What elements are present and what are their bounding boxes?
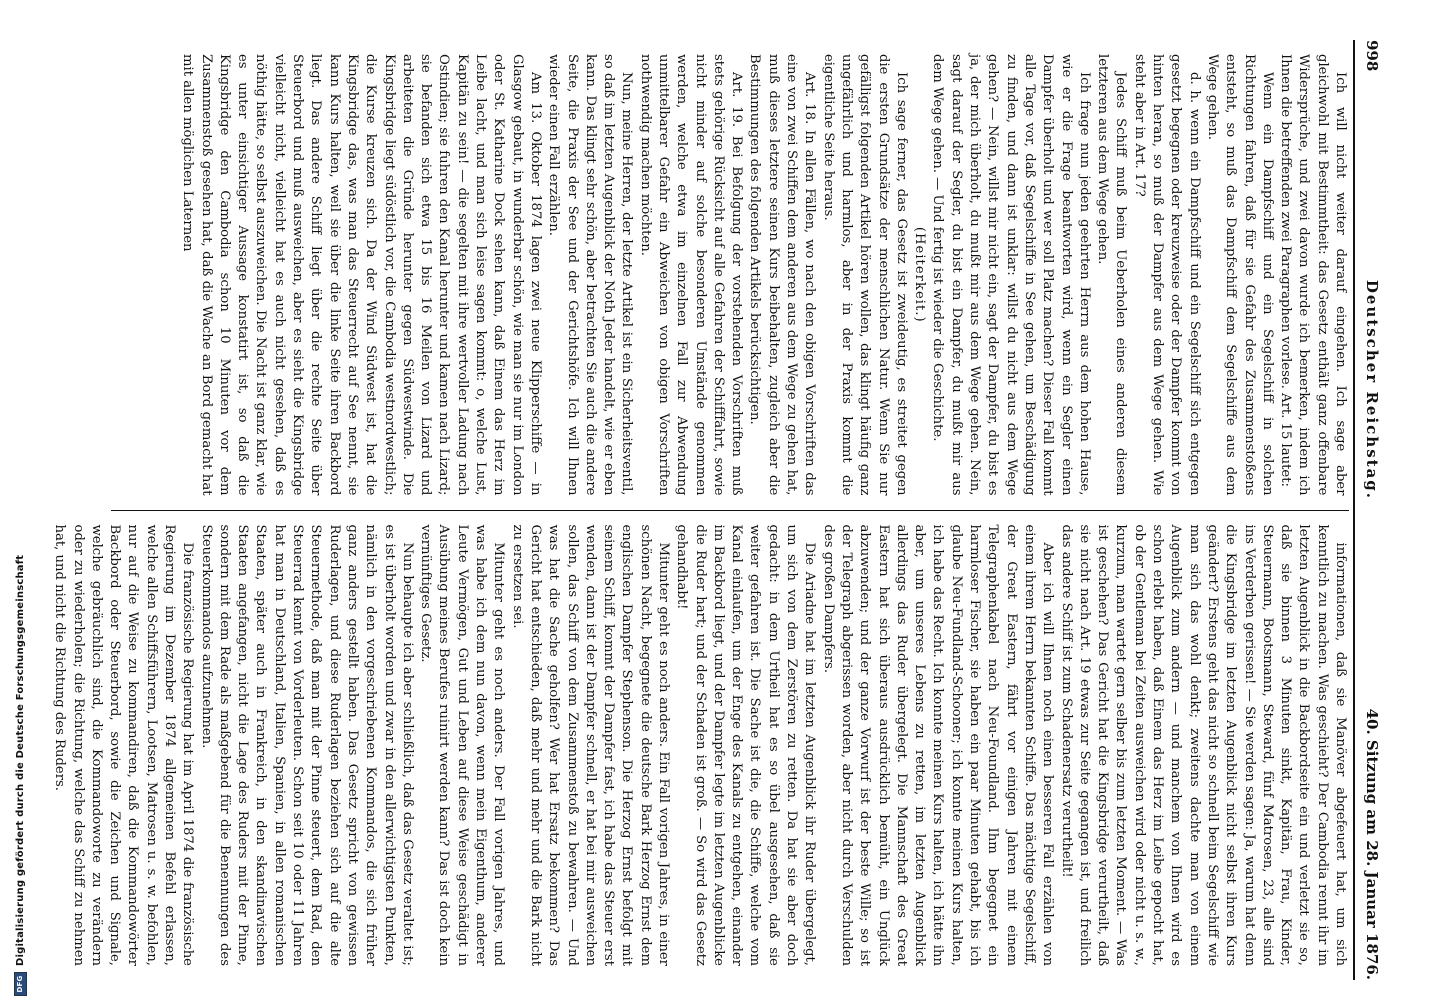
paragraph: Ich will nicht weiter darauf eingehen. Ich sage aber gleichwohl mit Bestimmtheit: das Gesetz enthält ganz offenbare Widersprüche, und zwei davon wurde ich bemerken, indem ich Ihnen die betreffenden zwei Paragraphen vorlese. Art. 15 lautet: (1278, 54, 1348, 496)
paragraph: Die französische Regierung hat im April 1874 die französische Regierung im Dezember 1874 allgemeinen Befehl erlassen, welche allen Schiffsführern, Lootsen, Matrosen u. s. w. befohlen, nur auf die Weise zu kommandiren, daß die Kommandowörter Backbord oder Steuerbord, sowie die Zeichen und Signale, welche gebräuchlich sind, die Kommandoworte zu verändern oder zu wiederholen; die Richtung, welche das Schiff zu nehmen hat, und nicht die Richtung des Ruders. (52, 524, 196, 966)
page-header (1353, 40, 1389, 980)
paragraph: Die Ariadne hat im letzten Augenblick ihr Ruder übergelegt, um sich von dem Zerstören zu retten. Da hat sie aber doch gedacht: in dem Urtheil hat es so übel ausgesehen, daß sie weiter gefahren ist. Die Sache ist die, die Schiffe, welche vom Kanal einlaufen, um der Enge des Kanals zu entgehen, einander im Backbord liegt, und der Dampfer legte im letzten Augenblicke die Ruder hart; und der Schaden ist groß. — So wird das Gesetz gehandhabt! (674, 524, 818, 966)
paragraph: Ich sage ferner, das Gesetz ist zweideutig, es streitet gegen die ersten Grundsätze der menschlichen Natur. Wenn Sie nur gefälligst folgenden Artikel hören wollen, das klingt häufig ganz ungefährlich und harmlos, aber in der Praxis kommt die eigentliche Seite heraus. (820, 54, 909, 496)
dfg-logo-icon: DFG (14, 972, 27, 996)
paragraph: Am 13. Oktober 1874 lagen zwei neue Klipperschiffe — in Glasgow gebaut, in wunderbar schön, wie man sie nur im London oder St. Katharine Dock sehen kann, daß Einem das Herz im Leibe lacht, und man sich leise sagen kommt: o, welche Lust, Kapitän zu sein! — die segelten mit ihre wertvoller Ladung nach Ostindien; sie fuhren den Kanal herunter und kamen nach Lizard; sie befanden sich etwa 15 bis 16 Meilen von Lizard und arbeiteten die Gründe herunter gegen Südwestwinde. Die Kingsbridge liegt südöstlich vor, die Cambodia westnordwestlich; die Kurse kreuzen sich. Da der Wind Südwest ist, hat die Kingsbridge das, was man das Steuerrecht auf See nennt, sie kann Kurs halten, weil sie über die linke Seite ihren Backbord liegt. Das andere Schiff liegt über die rechte Seite über Steuerbord und muß ausweichen, aber es sieht die Kingsbridge vielleicht nicht, vielleicht hat es auch nicht gesehen, daß es nöthig hätte, so selbst auszuweichen. Die Nacht ist ganz klar, wie es unter einsichtiger Aussage konstatirt ist, so daß die Kingsbridge den Cambodia schon 10 Minuten vor dem Zusammenstoß gesehen hat, daß die Wache an Bord gemacht hat mit allen möglichen Laternen (180, 54, 543, 496)
paragraph: informationen, daß sie Manöver abgefeuert hat, um sich kenntlich zu machen. Was geschieht? Der Cambodia rennt ihr im letzten Augenblick in die Backbordseite ein und verletzt sie so, daß sie binnen 3 Minuten sinkt, Kapitän, Frau, Kinder, Steuermann, Bootsmann, Steward, fünf Matrosen, 23, alle sind ins Verderben gerissen! — Sie werden sagen: Ja, warum hat denn die Kingsbridge im letzten Augenblick nicht selbst ihren Kurs geändert? Erstens geht das nicht so schnell beim Segelschiff wie man sich das wohl denkt; zweitens dachte man von einem Augenblick zum andern — und manchem von Ihnen wird es schon erlebt haben, daß Einem das Herz im Leibe gepocht hat, ob der Gentleman bei Zeiten ausweichen wird oder nicht u. s. w., kurzum, man wartet gern selber bis zum letzten Moment. — Was ist geschehen? Das Gericht hat die Kingsbridge verurtheilt, daß sie nicht nach Art. 19 etwas zur Seite gegangen ist, und freilich das andere Schiff ist zum Schadenersatz verurtheilt! (1058, 524, 1348, 966)
paragraph: Mitunter geht es noch anders. Ein Fall vorigen Jahres, in einer schönen Nacht, begegnete die deutsche Bark Herzog Ernst dem englischen Dampfer Stephenson. Die Herzog Ernst befolgt mit seinem Schiff, kommt der Dampfer fast, ich habe das Steuer erst wenden, dann ist der Dampfer schnell, er hat bei mir ausweichen sollen, das Schiff von dem Zusammenstoß zu bewahren. — Und was hat die Sache geholfen? Wer hat Ersatz bekommen? Das Gericht hat entschieden, daß mehr und mehr und die Bark nicht zu ersetzen sei. (509, 524, 672, 966)
paragraph: Mitunter geht es noch anders. Der Fall vorigen Jahres, und was habe ich dem nun davon, wenn mein Eigenthum, anderer Leute Vermögen, Gut und Leben auf diese Weise geschädigt in Ausübung meines Berufes ruinirt werden kann? Das ist doch kein vernünftiges Gesetz. (418, 524, 507, 966)
digitization-credit (14, 555, 27, 996)
paragraph: Art. 19. Bei Befolgung der vorstehenden Vorschriften muß stets gehörige Rücksicht auf alle Gefahren der Schifffahrt, sowie nicht minder auf solche besonderen Umstände genommen werden, welche etwa im einzelnen Fall zur Abwendung unmittelbarer Gefahr ein Abweichen von obigen Vorschriften nothwendig machen möchten. (637, 54, 745, 496)
page-number: 998 (1363, 40, 1381, 72)
paragraph: (Heiterkeit.) (912, 226, 928, 323)
credit-text: Digitalisierung gefördert durch die Deutsche Forschungsgemeinschaft (15, 554, 26, 966)
paragraph: Nun, meine Herren, der letzte Artikel ist ein Sicherheitsventil, so daß im letzten Augenblick der Noth Jeder handelt, wie er eben kann. Das klingt sehr schön, aber betrachten Sie auch die andere Seite, die Praxis der See und der Gerichtshöfe. Ich will Ihnen wieder einen Fall erzählen. (546, 54, 635, 496)
paragraph: Aber ich will Ihnen noch einen besseren Fall erzählen von einem ihrem Herrn bekannten Schiffe. Das mächtige Segelschiff, der Great Eastern, fährt vor einigen Jahren mit einem Telegraphenkabel nach Neu-Foundland. Ihm begegnet ein harmloser Fischer, sie haben ein paar Minuten gehabt, bis ich glaube Neu-Fundland-Schooner; ich konnte meinen Kurs halten, ich habe das Recht. Ich konnte meinen Kurs halten, ich hätte ihn aber, um unseres Lebens zu retten, im letzten Augenblick allerdings das Ruder übergelegt. Die Mannschaft des Great Eastern hat sich überaus ausdrücklich bemüht, ein Unglück abzuwenden; und der ganze Vorwurf ist der beste Wille; so ist der Telegraph abgerissen worden, aber nicht durch Verschulden des großen Dampfers. (820, 524, 1056, 966)
paragraph: Jedes Schiff muß beim Ueberholen eines anderen diesem letzteren aus dem Wege gehen. (1095, 54, 1129, 496)
paragraph: Nun behaupte ich aber schließlich, daß das Gesetz veraltet ist; es ist überholt worden und zwar in den allerwichtigsten Punkten, nämlich in den vorgeschriebenen Kommandos, die sich früher ganz anders gestellt haben. Das Gesetz spricht von gewissen Ruderlagen, und diese Ruderlagen beziehen sich auf die alte Steuermethode, daß man mit der Pinne steuert, dem Rad, den Steuerrad kennt von Vorderleuten. Schon seit 10 oder 11 Jahren hat man in Deutschland, Italien, Spanien, in allen romanischen Staaten, später auch in Frankreich, in den skandinavischen Staaten angefangen, nicht die Lage des Ruders mit der Pinne, sondern mit dem Rade als maßgebend für die Benennungen des Steuerkommandos aufzunehmen. (198, 524, 415, 966)
left-column (111, 40, 1349, 510)
document-page (52, 30, 1395, 990)
paragraph: Art. 18. In allen Fällen, wo nach den obigen Vorschriften das eine von zwei Schiffen dem anderen aus dem Wege zu gehen hat, muß dieses letztere seinen Kurs beibehalten, zugleich aber die Bestimmungen des folgenden Artikels berücksichtigen. (747, 54, 818, 496)
right-column (52, 510, 1349, 981)
paragraph: d. h. wenn ein Dampfschiff und ein Segelschiff sich entgegen gesetzt begegnen oder kreuzweise oder der Dampfer kommt von hinten heran, so muß der Dampfer aus dem Wege gehen. Wie steht aber in Art. 17? (1131, 54, 1202, 496)
text-columns (52, 40, 1349, 980)
paragraph: Wenn ein Dampfschiff und ein Segelschiff in solchen Richtungen fahren, daß für sie Gefahr des Zusammenstoßens entsteht, so muß das Dampfschiff dem Segelschiffe aus dem Wege gehen. (1204, 54, 1275, 496)
paragraph: Ich frage nun jeden geehrten Herrn aus dem hohen Hause, wie er die Frage beantworten wird, wenn ein Segler einen Dampfer überholt und wer soll Platz machen? Dieser Fall kommt alle Tage vor, daß Segelschiffe in See gehen, um Beschädigung zu finden, und dann ist unklar: willst du nicht aus dem Wege gehen? — Nein, willst mir nicht ein, sagt der Dampfer, du bist es ja, der mich überholt, du mußt mir aus dem Wege gehen. Nein, sagt darauf der Segler, du bist ein Dampfer, du mußt mir aus dem Wege gehen. — Und fertig ist wieder die Geschichte. (930, 54, 1092, 496)
session-date: 40. Sitzung am 28. Januar 1876. (1363, 708, 1381, 980)
journal-title: Deutscher Reichstag. (1363, 279, 1381, 500)
